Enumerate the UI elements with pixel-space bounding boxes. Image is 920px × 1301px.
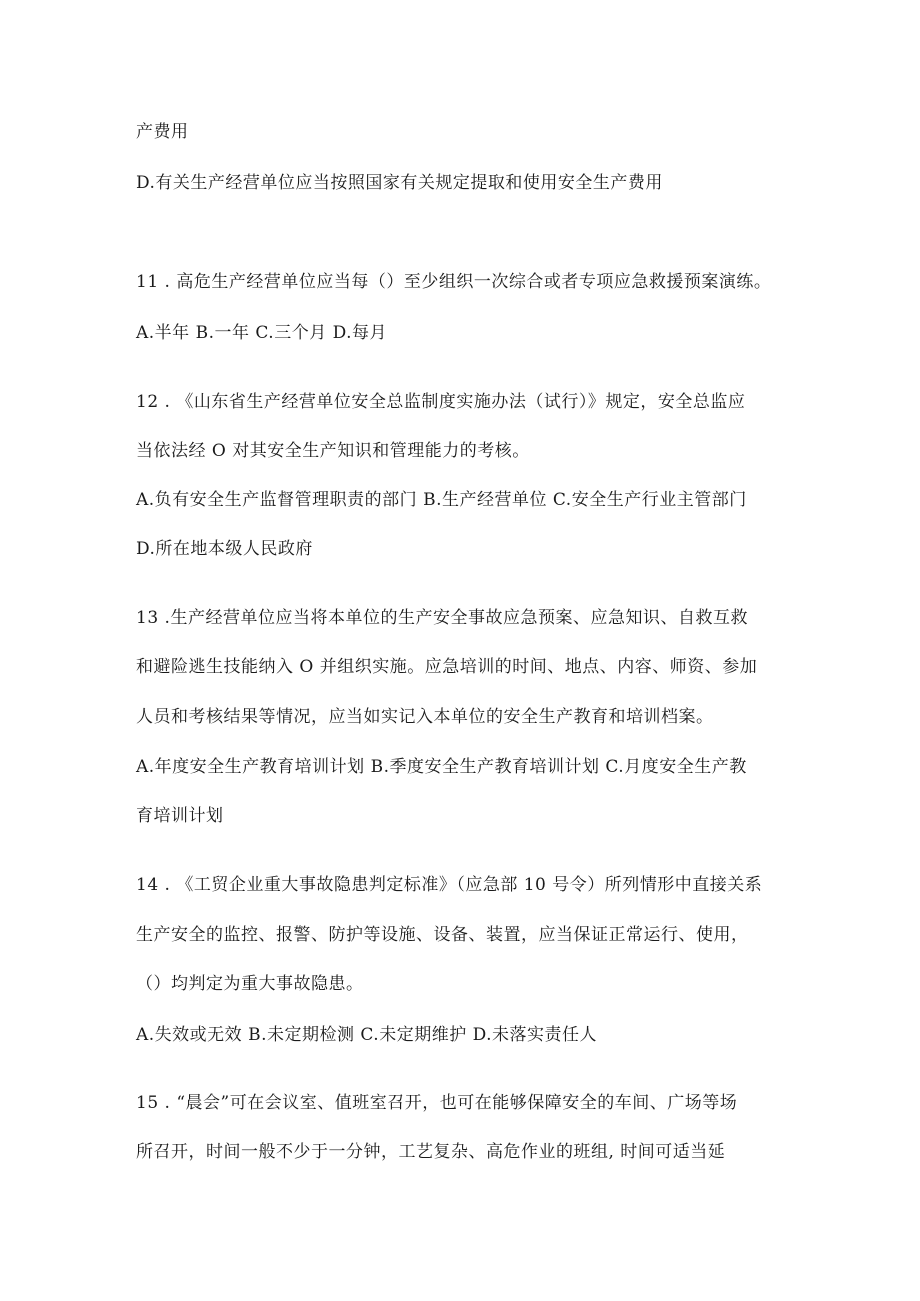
question-14-options: A.失效或无效 B.未定期检测 C.未定期维护 D.未落实责任人 [136, 1025, 598, 1045]
question-11-line: 11 . 高危生产经营单位应当每（）至少组织一次综合或者专项应急救援预案演练。 [136, 272, 772, 292]
question-13-line: 人员和考核结果等情况，应当如实记入本单位的安全生产教育和培训档案。 [136, 707, 714, 727]
question-13-options: A.年度安全生产教育培训计划 B.季度安全生产教育培训计划 C.月度安全生产教 [136, 757, 747, 777]
question-15-line: 所召开，时间一般不少于一分钟，工艺复杂、高危作业的班组, 时间可适当延 [136, 1142, 726, 1162]
option-line: D.有关生产经营单位应当按照国家有关规定提取和使用安全生产费用 [136, 173, 663, 193]
question-12-options: D.所在地本级人民政府 [136, 539, 313, 559]
question-14-line: （）均判定为重大事故隐患。 [136, 974, 364, 994]
question-14-line: 生产安全的监控、报警、防护等设施、设备、装置，应当保证正常运行、使用， [136, 925, 749, 945]
question-13-options: 育培训计划 [136, 806, 224, 826]
question-13-line: 13 .生产经营单位应当将本单位的生产安全事故应急预案、应急知识、自救互救 [136, 608, 748, 628]
question-12-options: A.负有安全生产监督管理职责的部门 B.生产经营单位 C.安全生产行业主管部门 [136, 490, 747, 510]
question-15-line: 15 . “晨会”可在会议室、值班室召开，也可在能够保障安全的车间、广场等场 [136, 1093, 738, 1113]
text-line: 产费用 [136, 122, 189, 142]
question-12-line: 12 . 《山东省生产经营单位安全总监制度实施办法（试行）》规定，安全总监应 [136, 392, 746, 412]
question-11-options: A.半年 B.一年 C.三个月 D.每月 [136, 323, 388, 343]
question-13-line: 和避险逃生技能纳入 O 并组织实施。应急培训的时间、地点、内容、师资、参加 [136, 657, 758, 677]
question-12-line: 当依法经 O 对其安全生产知识和管理能力的考核。 [136, 441, 530, 461]
question-14-line: 14 . 《工贸企业重大事故隐患判定标准》（应急部 10 号令）所列情形中直接关系 [136, 875, 763, 895]
